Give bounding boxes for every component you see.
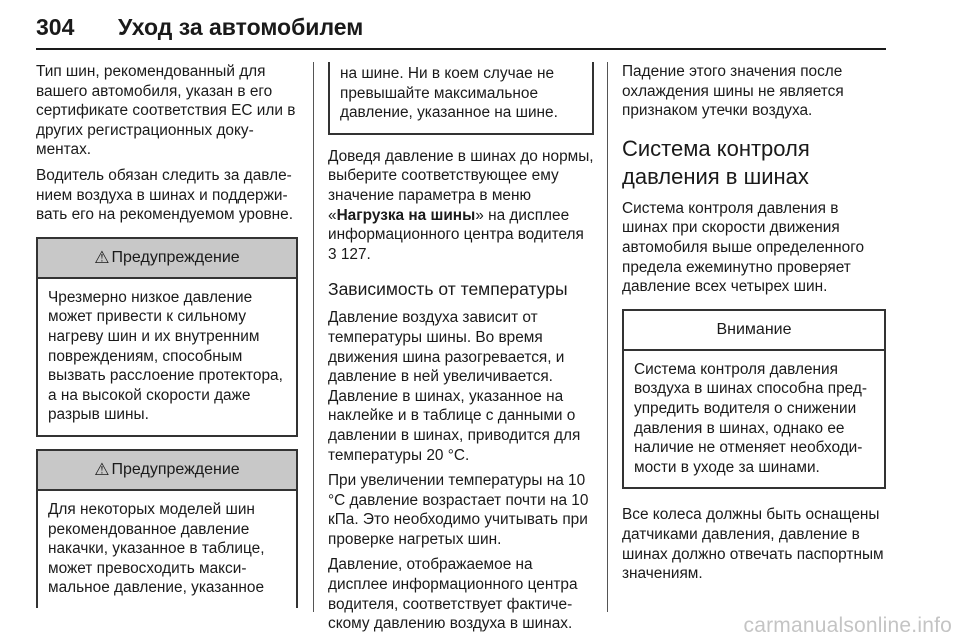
warning-triangle-icon: ⚠ (94, 247, 110, 267)
paragraph: Все колеса должны быть оснащены датчиками давления, давление в шинах должно отвечать паспортным значениям. (622, 506, 884, 583)
warning-header (38, 239, 296, 279)
warning-box (36, 237, 298, 437)
paragraph: При увеличении температуры на 10 °C давление возрастает почти на 10 кПа. Это необходимо учитывать при проверке нагретых шин. (328, 472, 589, 548)
warning-title: Предупреждение (111, 248, 240, 266)
notice-text: Система контроля давления воздуха в шинах способна предупредить водителя о снижении давления в шинах, однако ее наличие не отменяет необходимости в уходе за шинами. (634, 360, 867, 476)
menu-item-name: Нагрузка на шины (336, 206, 476, 224)
notice-box (622, 309, 886, 490)
warning-text: на шине. Ни в коем случае не превышайте максимальное давление, указанное на шине. (340, 65, 558, 122)
warning-triangle-icon: ⚠ (94, 460, 110, 480)
watermark: carmanualsonline.info (743, 614, 952, 637)
warning-title: Предупреждение (111, 461, 240, 479)
page-reference: 3 127. (328, 245, 371, 263)
paragraph: Давление воздуха зависит от температуры шины. Во время движения шина разогревается, и давление в ней увеличивается. Давление в шинах, указанное на наклейке и в таблице с данными о давлении в шинах, приводится для температуры 20 °C. (328, 309, 581, 464)
paragraph: Доведя давление в шинах до нормы, выберите соответствующее ему значение параметра в меню «Нагрузка на шины» на дисплее информационного центра водителя 3 127. (328, 147, 594, 263)
section-heading: Система контроля давления в шинах (622, 135, 810, 189)
section-heading: Зависимость от температуры (328, 279, 568, 300)
warning-text: Для некоторых моделей шин рекомендованное давление накачки, указанное в таблице, может превосходить максимальное давление, указанное (48, 500, 265, 597)
warning-box (36, 449, 298, 608)
warning-text: Чрезмерно низкое давление может привести к сильному нагреву шин и их внутренним повреждениям, способным вызвать расслоение протектора, а на высокой скорости даже разрыв шины. (48, 288, 283, 424)
page-header (36, 14, 886, 50)
paragraph: Система контроля давления в шинах при скорости движения автомобиля выше определенного предела ежеминутно проверяет давление всех четырех шин. (622, 199, 865, 296)
page-number: 304 (36, 14, 75, 40)
column-divider (607, 62, 608, 612)
column-middle (328, 62, 594, 640)
notice-title: Внимание (716, 320, 792, 338)
paragraph: Тип шин, рекомендованный для вашего автомобиля, указан в его сертификате соответствия ЕС или в других регистрационных документах. (36, 63, 296, 159)
paragraph: Водитель обязан следить за давлением воздуха в шинах и поддерживать его на рекомендуемом уровне. (36, 166, 294, 224)
paragraph: Давление, отображаемое на дисплее информационного центра водителя, соответствует фактическому давлению воздуха в шинах. (328, 556, 578, 633)
column-right (622, 62, 886, 590)
notice-header (624, 311, 884, 351)
paragraph: Падение этого значения после охлаждения шины не является признаком утечки воздуха. (622, 63, 844, 120)
column-left (36, 62, 298, 620)
warning-box-continued (328, 62, 594, 135)
header-rule (36, 48, 886, 50)
chapter-title: Уход за автомобилем (118, 14, 364, 40)
warning-header (38, 451, 296, 491)
column-divider (313, 62, 314, 612)
